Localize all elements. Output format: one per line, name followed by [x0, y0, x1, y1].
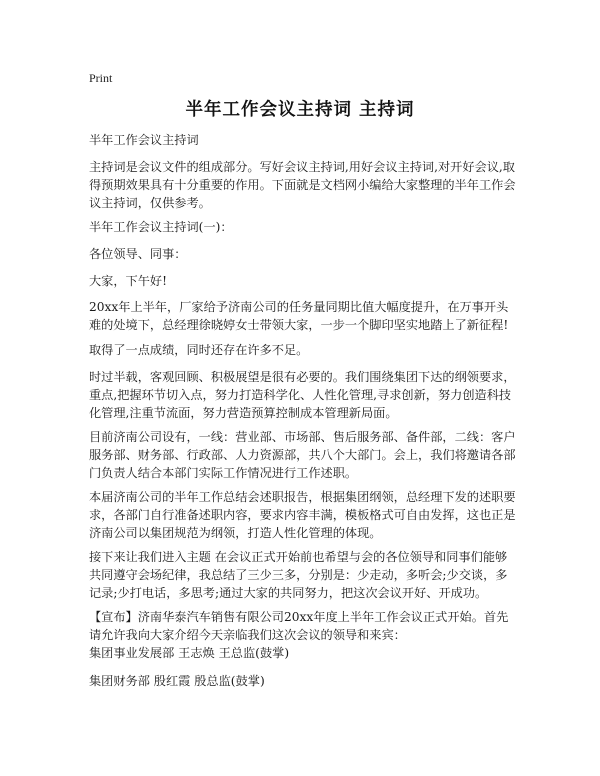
announcement-paragraph: 【宣布】济南华泰汽车销售有限公司20xx年度上半年工作会议正式开始。首先请允许我向大家介绍今天亲临我们这次会议的领导和来宾：: [89, 610, 509, 642]
subtitle: 半年工作会议主持词: [89, 133, 199, 147]
guest-line: 集团事业发展部 王志焕 王总监(鼓掌): [89, 646, 290, 660]
paragraph: 目前济南公司设有，一线：营业部、市场部、售后服务部、备件部，二线：客户服务部、财务部、行政部、人力资源部，共八个大部门。会上，我们将邀请各部门负责人结合本部门实际工作情况进行工作述职。: [89, 430, 516, 480]
section-heading: 半年工作会议主持词(一)：: [89, 220, 233, 234]
paragraph: 时过半载，客观回顾、积极展望是很有必要的。我们围绕集团下达的纲领要求，重点,把握环节切入点，努力打造科学化、人性化管理,寻求创新，努力创造科技化管理,注重节流面，努力营造预算控制成本管理新局面。: [89, 370, 516, 420]
print-label: Print: [89, 71, 113, 85]
guest-line: 集团财务部 殷红霞 殷总监(鼓掌): [89, 674, 265, 688]
greeting-afternoon: 大家，下午好!: [89, 274, 168, 288]
paragraph: 本届济南公司的半年工作总结会述职报告，根据集团纲领，总经理下发的述职要求，各部门自行准备述职内容，要求内容丰满，模板格式可自由发挥，这也正是济南公司以集团规范为纲领，打造人性化管理的体现。: [89, 490, 516, 540]
greeting-colleagues: 各位领导、同事：: [89, 247, 187, 261]
paragraph: 接下来让我们进入主题 在会议正式开始前也希望与会的各位领导和同事们能够共同遵守会场纪律，我总结了三少三多，分别是：少走动，多听会;少交谈，多记录;少打电话，多思考;通过大家的共同努力，把这次会议开好、开成功。: [89, 550, 508, 600]
page-title: 半年工作会议主持词 主持词: [185, 100, 415, 120]
paragraph: 20xx年上半年，厂家给予济南公司的任务量同期比值大幅度提升，在万事开头难的处境下，总经理徐晓婷女士带领大家，一步一个脚印坚实地踏上了新征程!: [89, 300, 509, 332]
paragraph: 取得了一点成绩，同时还存在许多不足。: [89, 343, 309, 357]
intro-paragraph: 主持词是会议文件的组成部分。写好会议主持词,用好会议主持词,对开好会议,取得预期效果具有十分重要的作用。下面就是文档网小编给大家整理的半年工作会议主持词，仅供参考。: [89, 160, 516, 210]
